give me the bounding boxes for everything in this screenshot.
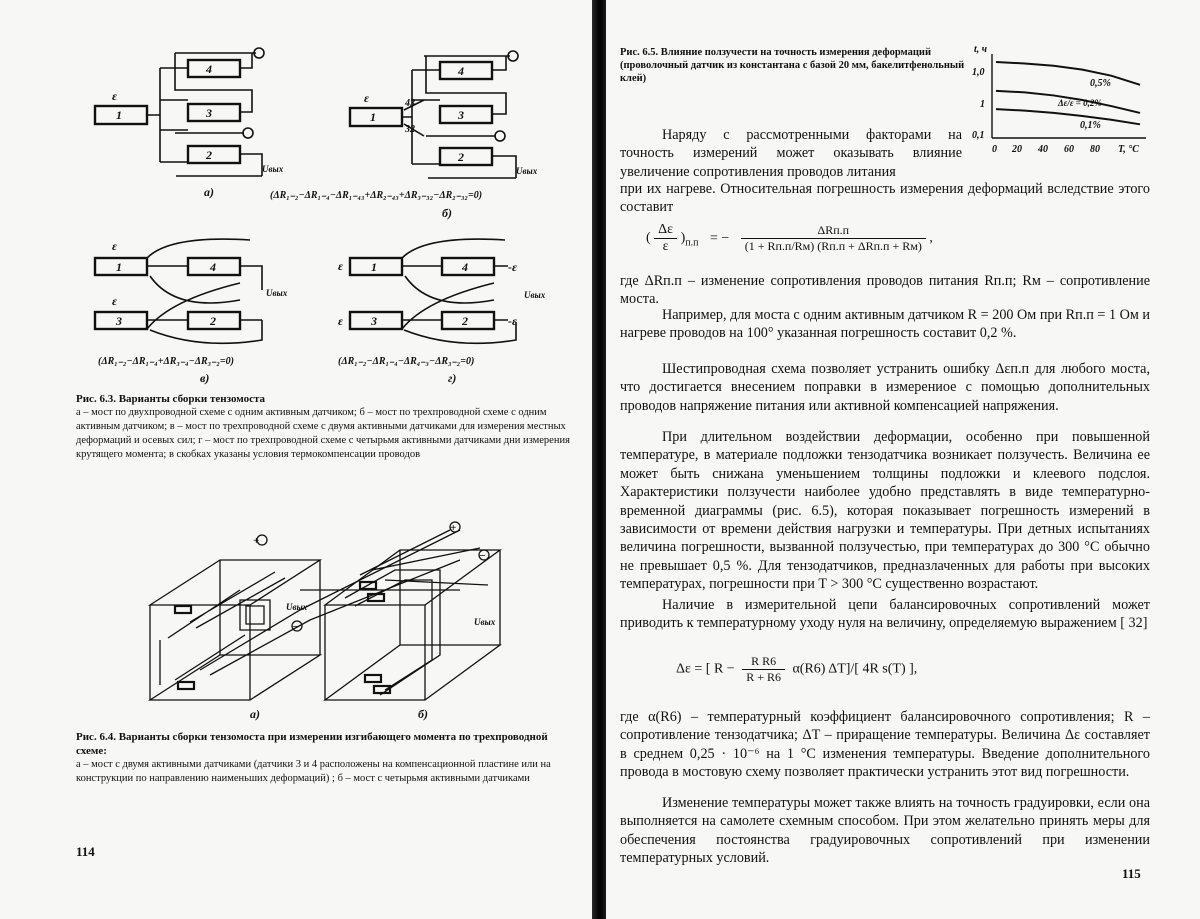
chart-x-tick-0: 0 [992, 144, 997, 155]
fig63-v-label: в) [200, 371, 210, 385]
fig64-a-label: а) [250, 707, 260, 721]
right-page [606, 0, 1200, 919]
page-number-right: 115 [1122, 866, 1141, 881]
paragraph-6: Наличие в измерительной цепи балансировочных сопротивлений может приводить к температурному уходу нуля на величину, определяемую выражением [ 32] [620, 597, 1150, 632]
chart-y-tick-2: 1 [980, 99, 985, 110]
fig63-a-uout: Uвых [262, 164, 284, 174]
fig63-g-label: г) [448, 371, 457, 385]
fig63-v-uout: Uвых [266, 288, 288, 298]
fig63-b-r4: 4 [458, 64, 464, 78]
fig64-a-uout: Uвых [286, 602, 308, 612]
fig63-g-condition: (ΔR₁₋₂−ΔR₁₋₄−ΔR₄₋₃−ΔR₃₋₂=0) [338, 356, 475, 367]
formula-1-tail: , [929, 230, 933, 246]
creep-curve-3 [996, 109, 1140, 124]
figure-6-3-caption-title: Рис. 6.3. Варианты сборки тензомоста [76, 393, 266, 405]
formula-2-den: R + R6 [746, 670, 781, 684]
fig63-b-eps: ε [364, 91, 369, 105]
figure-6-5-chart [962, 40, 1152, 158]
chart-x-tick-80: 80 [1090, 144, 1100, 155]
left-page [0, 0, 594, 919]
fig63-g-r2: 2 [462, 314, 468, 328]
figure-6-3-caption [76, 392, 570, 462]
fig63-a-r2: 2 [206, 148, 212, 162]
curve-label-02: Δε/ε = 0,2% [1058, 98, 1102, 108]
paragraph-1: Наряду с рассмотренными факторами на точность измерений может оказывать влияние увеличение сопротивления проводов литания [620, 127, 962, 180]
formula-2 [676, 654, 1096, 685]
fig64-a-plus: + [253, 535, 260, 547]
fig63-v-r4: 4 [210, 260, 216, 274]
fig63-b-condition: (ΔR₁₋₂−ΔR₁₋₄−ΔR₁₋₄₃+ΔR₂₋₄₃+ΔR₃₋₃₂−ΔR₂₋₃₂=0) [270, 190, 483, 201]
chart-x-tick-20: 20 [1012, 144, 1022, 155]
fig63-g-eps2: ε [338, 314, 343, 328]
page-number-left: 114 [76, 844, 95, 859]
formula-2-num: R R6 [742, 654, 785, 670]
fig63-g-r3: 3 [371, 314, 377, 328]
formula-1-lhs-num: Δε [654, 222, 677, 239]
paragraph-1-continued: при их нагреве. Относительная погрешность измерения деформаций вследствие этого составит [620, 181, 1150, 216]
fig63-b-r3: 3 [458, 108, 464, 122]
paragraph-7: где α(R6) – температурный коэффициент балансировочного сопротивления; R – сопротивление тензодатчика; ΔT – приращение температуры. Величина Δε составляет в среднем 0,25 · 10⁻⁶ на 1 °C изменения температуры. Введение дополнительного провода в мостовую схему позволяет практически устранить этот вид погрешности. [620, 709, 1150, 781]
formula-1: ( $\frac{\Delta\varepsilon}{\varepsilon}$ )$_{п.п}$ = − $\frac{\text{ΔRп.п}}{\text{(1 + Rп.п/Rм) (Rп.п + ΔRп.п + Rм)}}$ , [646, 222, 933, 254]
formula-1-eq: = − [709, 230, 730, 246]
fig64-b-plus: + [450, 522, 457, 534]
paragraph-8: Изменение температуры может также влиять на точность градуировки, если она выполняется на самолете схемным способом. При этом желательно принять меры для обеспечения постоянства градуировочных сопротивлений при изменении температурных условий. [620, 795, 1150, 867]
fig63-b-r2: 2 [458, 150, 464, 164]
figure-6-4-caption [76, 730, 570, 786]
formula-1-rhs-num: ΔRп.п [741, 223, 926, 239]
chart-x-tick-40: 40 [1038, 144, 1048, 155]
chart-y-axis-label: t, ч [974, 44, 988, 55]
figure-6-4-bending-bridge [0, 510, 594, 735]
paragraph-3: Например, для моста с одним активным датчиком R = 200 Ом при Rп.п = 1 Ом и нагреве проводов на 100° указанная погрешность составит 0,2 %. [620, 307, 1150, 342]
chart-y-tick-3: 0,1 [972, 130, 985, 141]
fig63-b-wire43: 43 [405, 98, 415, 109]
fig63-v-r2: 2 [210, 314, 216, 328]
formula-1-lhs-den: ε [662, 239, 669, 254]
fig63-g-uout: Uвых [524, 290, 546, 300]
fig63-g-eps1: ε [338, 259, 343, 273]
fig63-b-uout: Uвых [516, 166, 538, 176]
fig63-a-r1: 1 [116, 108, 122, 122]
curve-label-05: 0,5% [1090, 78, 1111, 89]
fig63-v-r1: 1 [116, 260, 122, 274]
fig63-g-neg-eps2: -ε [508, 314, 517, 328]
creep-curve-1 [996, 62, 1140, 85]
paragraph-2: где ΔRп.п – изменение сопротивления проводов питания Rп.п; Rм – сопротивление моста. [620, 273, 1150, 308]
paragraph-4: Шестипроводная схема позволяет устранить ошибку Δεп.п для любого моста, что достигается внесением поправки в измерениое с помощью дополнительных проводов напряжение питания или активной компенсацией напряжения. [620, 361, 1150, 414]
fig63-v-r3: 3 [116, 314, 122, 328]
formula-1-rhs-den: (1 + Rп.п/Rм) (Rп.п + ΔRп.п + Rм) [744, 239, 922, 253]
fig63-g-r1: 1 [371, 260, 377, 274]
fig64-a-minus: − [292, 621, 299, 633]
fig64-b-minus: − [479, 550, 486, 562]
figure-6-3-bridge-diagrams [0, 0, 594, 390]
formula-2-tail: α(R6) ΔT]/[ 4R s(T) ], [792, 661, 918, 677]
fig63-v-condition: (ΔR₁₋₂−ΔR₁₋₄+ΔR₃₋₄−ΔR₃₋₂=0) [98, 356, 234, 367]
chart-x-tick-60: 60 [1064, 144, 1074, 155]
chart-y-tick-1: 1,0 [972, 67, 985, 78]
fig63-v-eps1: ε [112, 239, 117, 253]
figure-6-4-caption-title: Рис. 6.4. Варианты сборки тензомоста при измерении изгибающего момента по трехпроводной схеме: [76, 731, 548, 757]
paragraph-5: При длительном воздействии деформации, особенно при повышенной температуре, в материале подложки тензодатчика возникает ползучесть. Величина ее может быть снижана уменьшением толщины подложки и клеевого подслоя. Характеристики ползучести наиболее удобно представлять в виде температурно-временной диаграммы (рис. 6.5), которая показывает погрешность измерений в зависимости от времени действия нагрузки и температуры. При детных испытаниях величина погрешности, вызванной ползучестью, при температурах до 300 °C обычно не превышает 0,5 %. Для тензодатчиков, предназлаченных для работы при высоких температурах, погрешности при T > 300 °C существенно возрастают. [620, 429, 1150, 593]
fig63-b-r1: 1 [370, 110, 376, 124]
fig63-a-label: а) [204, 185, 214, 199]
formula-2-lead: Δε = [ R − [676, 661, 735, 677]
fig64-b-uout: Uвых [474, 617, 496, 627]
chart-x-axis-label: T, °C [1118, 144, 1139, 155]
figure-6-4-caption-body: а – мост с двумя активными датчиками (датчики 3 и 4 расположены на компенсационной пластине или на конструкции по направлению наименьших деформаций) ; б – мост с четырьмя активными датчиками [76, 759, 551, 784]
fig64-b-label: б) [418, 707, 428, 721]
fig63-v-eps2: ε [112, 294, 117, 308]
fig63-a-r4: 4 [206, 62, 212, 76]
fig63-a-r3: 3 [206, 106, 212, 120]
curve-label-01: 0,1% [1080, 120, 1101, 131]
formula-1-lhs-sub: п.п [685, 237, 699, 249]
fig63-a-eps: ε [112, 89, 117, 103]
fig63-b-wire32: 32 [405, 124, 415, 135]
fig63-g-r4: 4 [462, 260, 468, 274]
figure-6-5-caption: Рис. 6.5. Влияние ползучести на точность измерения деформаций (проволочный датчик из константана с базой 20 мм, бакелитфенольный клей) [620, 47, 965, 84]
figure-6-3-caption-body: а – мост по двухпроводной схеме с одним активным датчиком; б – мост по трехпроводной схеме с одним активным датчиком; в – мост по трехпроводной схеме с двумя активными датчиками для измерения местных деформаций и осевых сил; г – мост по трехпроводной схеме с четырьмя активными датчиками дни измерения крутящего момента; в скобках указаны условия термокомпенсации проводов [76, 407, 570, 460]
fig63-g-neg-eps1: -ε [508, 260, 517, 274]
fig63-b-label: б) [442, 206, 452, 220]
